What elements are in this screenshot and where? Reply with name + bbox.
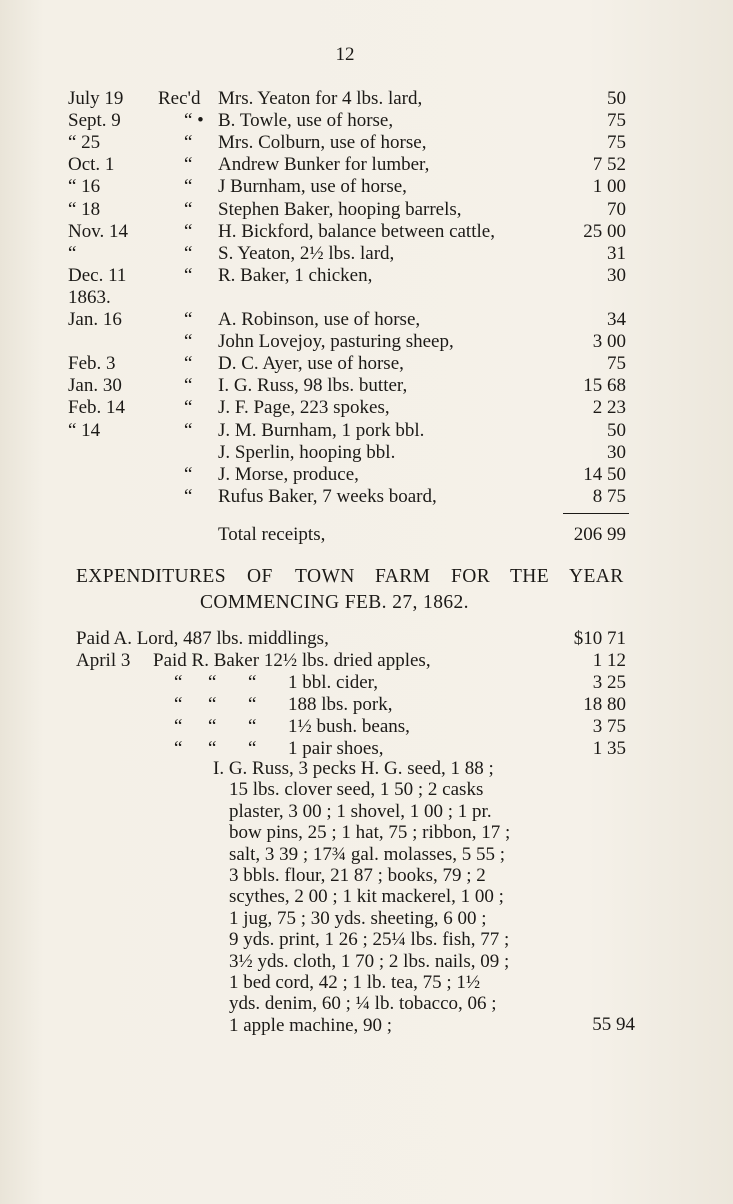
receipt-desc: J. F. Page, 223 spokes, [218, 397, 390, 419]
heading-line-2: COMMENCING FEB. 27, 1862. [200, 592, 469, 613]
receipt-desc: John Lovejoy, pasturing sheep, [218, 331, 454, 353]
receipt-row [0, 243, 733, 265]
russ-line: 9 yds. print, 1 26 ; 25¼ lbs. fish, 77 ; [229, 929, 510, 951]
ditto-mark: “ [248, 694, 257, 716]
receipt-amount: 75 [607, 353, 626, 375]
receipt-amount: 34 [607, 309, 626, 330]
ditto-mark: “ [248, 716, 257, 738]
receipt-desc: J. Sperlin, hooping bbl. [218, 441, 396, 463]
receipt-desc: Mrs. Colburn, use of horse, [218, 132, 427, 154]
expenditure-desc: Paid R. Baker 12½ lbs. dried apples, [153, 650, 431, 671]
receipt-amount: 3 00 [592, 331, 626, 353]
expenditure-desc: 1 bbl. cider, [288, 672, 378, 693]
receipt-row [0, 110, 733, 132]
receipt-row [0, 397, 733, 419]
receipt-date: “ 14 [68, 419, 101, 441]
receipt-amount: 7 52 [592, 154, 626, 176]
receipt-date: Nov. 14 [68, 220, 128, 242]
ditto-mark: “ [184, 353, 193, 375]
russ-line: 3 bbls. flour, 21 87 ; books, 79 ; 2 [229, 865, 486, 886]
receipt-desc: Andrew Bunker for lumber, [218, 154, 430, 176]
expenditure-desc: 1½ bush. beans, [288, 716, 410, 738]
expenditure-amount: 3 75 [592, 716, 626, 738]
receipt-date: “ 25 [68, 132, 101, 154]
receipt-desc: A. Robinson, use of horse, [218, 309, 421, 330]
expenditure-amount: 1 12 [592, 650, 626, 671]
receipt-amount: 75 [607, 132, 626, 154]
russ-line: 1 bed cord, 42 ; 1 lb. tea, 75 ; 1½ [229, 972, 481, 993]
total-rule [563, 513, 629, 514]
receipt-amount: 25 00 [583, 220, 626, 242]
heading-word: FOR [451, 566, 491, 587]
expenditure-date: April 3 [76, 650, 131, 671]
receipt-desc: B. Towle, use of horse, [218, 110, 394, 132]
receipt-row [0, 221, 733, 243]
receipt-row [0, 287, 733, 309]
receipt-desc: I. G. Russ, 98 lbs. butter, [218, 375, 408, 397]
ditto-mark: “ [184, 309, 193, 330]
ditto-mark: “ [184, 485, 193, 507]
russ-line: scythes, 2 00 ; 1 kit mackerel, 1 00 ; [229, 886, 504, 908]
ditto-mark: “ [184, 419, 193, 441]
receipt-row [0, 309, 733, 331]
receipt-row [0, 132, 733, 154]
receipt-desc: Rufus Baker, 7 weeks board, [218, 485, 437, 507]
receipt-amount: 14 50 [583, 463, 626, 485]
ditto-mark: “ [208, 738, 217, 760]
ditto-mark: “ [184, 375, 193, 397]
total-label: Total receipts, [218, 524, 326, 545]
heading-word: OF [247, 566, 273, 587]
receipt-row [0, 331, 733, 353]
russ-line: 1 apple machine, 90 ; [229, 1014, 393, 1036]
receipt-row [0, 375, 733, 397]
heading-word: EXPENDITURES [76, 566, 226, 587]
ditto-mark: “ [184, 463, 193, 485]
ditto-mark: “ [174, 738, 183, 760]
receipt-date: Feb. 14 [68, 397, 125, 419]
receipt-desc: J. M. Burnham, 1 pork bbl. [218, 419, 425, 441]
receipt-desc: S. Yeaton, 2½ lbs. lard, [218, 242, 395, 264]
receipt-amount: 1 00 [592, 176, 626, 198]
ditto-mark: “ [208, 672, 217, 693]
ditto-mark: “ [184, 264, 193, 286]
heading-word: FARM [375, 566, 431, 587]
russ-line: bow pins, 25 ; 1 hat, 75 ; ribbon, 17 ; [229, 822, 511, 844]
receipt-date: Feb. 3 [68, 353, 116, 375]
russ-line: plaster, 3 00 ; 1 shovel, 1 00 ; 1 pr. [229, 800, 492, 822]
receipt-row [0, 464, 733, 486]
receipt-amount: 30 [607, 264, 626, 286]
ditto-mark: “ [184, 132, 193, 154]
receipt-desc: J. Morse, produce, [218, 463, 359, 485]
ditto-mark: “ [174, 716, 183, 738]
expenditure-amount: 3 25 [592, 672, 626, 693]
ditto-mark: “ [184, 242, 193, 264]
receipt-date: 1863. [68, 286, 111, 308]
receipt-row [0, 176, 733, 198]
receipt-amount: 75 [607, 110, 626, 132]
receipt-date: July 19 [68, 88, 124, 109]
ditto-mark: “ [184, 198, 193, 220]
receipt-date: “ 16 [68, 176, 101, 198]
ditto-mark: “ [208, 716, 217, 738]
russ-line: yds. denim, 60 ; ¼ lb. tobacco, 06 ; [229, 993, 497, 1015]
receipt-amount: 50 [607, 88, 626, 109]
expenditure-desc: Paid A. Lord, 487 lbs. middlings, [76, 628, 329, 649]
total-amount: 206 99 [573, 524, 626, 545]
ditto-mark: “ [184, 220, 193, 242]
expenditure-row [0, 738, 733, 760]
expenditure-row [0, 650, 733, 672]
heading-word: THE [510, 566, 550, 587]
receipt-desc: J Burnham, use of horse, [218, 176, 407, 198]
receipt-date: Jan. 30 [68, 375, 122, 397]
expenditure-amount: 18 80 [583, 694, 626, 716]
receipt-row [0, 420, 733, 442]
receipt-desc: D. C. Ayer, use of horse, [218, 353, 404, 375]
receipt-desc: Stephen Baker, hooping barrels, [218, 198, 462, 220]
receipt-date: Oct. 1 [68, 154, 115, 176]
receipt-amount: 15 68 [583, 375, 626, 397]
expenditure-row [0, 694, 733, 716]
russ-line: 15 lbs. clover seed, 1 50 ; 2 casks [229, 779, 484, 801]
receipt-amount: 70 [607, 198, 626, 220]
ditto-mark: “ [184, 154, 193, 176]
expenditure-amount: $10 71 [573, 628, 626, 649]
receipt-row [0, 265, 733, 287]
receipt-amount: 30 [607, 441, 626, 463]
ditto-mark: “ [174, 672, 183, 693]
ditto-mark: “ [184, 176, 193, 198]
receipt-date: Jan. 16 [68, 309, 122, 330]
receipt-row [0, 486, 733, 508]
russ-amount: 55 94 [592, 1014, 635, 1035]
receipt-date: Sept. 9 [68, 110, 121, 132]
ditto-mark: “ [248, 738, 257, 760]
receipt-row [0, 88, 733, 110]
receipt-amount: 8 75 [592, 485, 626, 507]
total-receipts-row [0, 524, 733, 546]
expenditure-row [0, 716, 733, 738]
receipt-desc: H. Bickford, balance between cattle, [218, 220, 495, 242]
expenditure-row [0, 628, 733, 650]
receipt-row [0, 442, 733, 464]
heading-word: YEAR [569, 566, 624, 587]
receipt-amount: 31 [607, 242, 626, 264]
expenditure-desc: 1 pair shoes, [288, 738, 384, 760]
russ-line: 1 jug, 75 ; 30 yds. sheeting, 6 00 ; [229, 907, 487, 929]
receipt-row [0, 199, 733, 221]
receipt-date: Dec. 11 [68, 264, 127, 286]
heading-word: TOWN [295, 566, 355, 587]
russ-line: 3½ yds. cloth, 1 70 ; 2 lbs. nails, 09 ; [229, 950, 510, 972]
receipt-date: “ [68, 242, 77, 264]
receipt-desc: R. Baker, 1 chicken, [218, 264, 373, 286]
page-number: 12 [335, 44, 355, 65]
ditto-mark: “ [174, 694, 183, 716]
receipt-row [0, 154, 733, 176]
receipt-desc: Mrs. Yeaton for 4 lbs. lard, [218, 88, 423, 109]
ditto-mark: “ • [184, 110, 204, 132]
receipt-date: “ 18 [68, 198, 101, 220]
receipt-amount: 50 [607, 419, 626, 441]
expenditure-desc: 188 lbs. pork, [288, 694, 393, 716]
russ-line: I. G. Russ, 3 pecks H. G. seed, 1 88 ; [213, 758, 494, 779]
ditto-mark: “ [208, 694, 217, 716]
ditto-mark: “ [248, 672, 257, 693]
receipt-label: Rec'd [158, 88, 201, 109]
expenditure-amount: 1 35 [592, 738, 626, 760]
receipt-row [0, 353, 733, 375]
ditto-mark: “ [184, 397, 193, 419]
russ-line: salt, 3 39 ; 17¾ gal. molasses, 5 55 ; [229, 843, 506, 865]
receipt-amount: 2 23 [592, 397, 626, 419]
ditto-mark: “ [184, 331, 193, 353]
expenditure-row [0, 672, 733, 694]
